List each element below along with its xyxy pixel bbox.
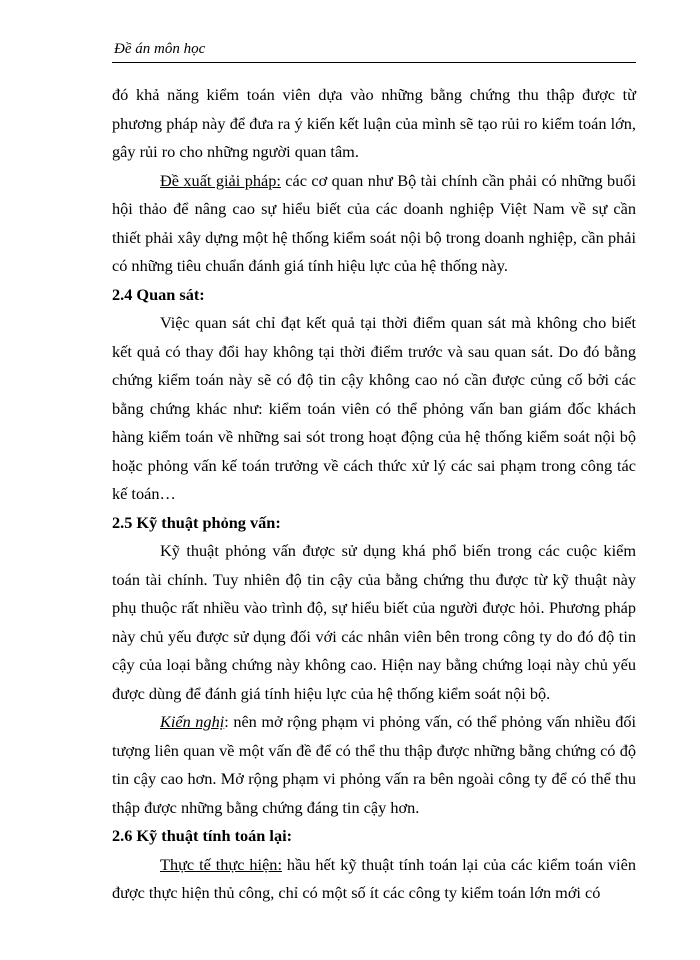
proposal-text: các cơ quan như Bộ tài chính cần phải có những buổi hội thảo để nâng cao sự hiểu biết của các doanh nghiệp Việt Nam về sự cần thiết phải xây dựng một hệ thống kiểm soát nội bộ trong doanh nghiệp, cần phải có những tiêu chuẩn đánh giá tính hiệu lực của hệ thống này. xyxy=(112,170,636,275)
page-header xyxy=(112,40,636,63)
proposal-lead: Đề xuất giải pháp: xyxy=(160,170,281,190)
paragraph-observation: Việc quan sát chỉ đạt kết quả tại thời điểm quan sát mà không cho biết kết quả có thay đổi hay không tại thời điểm trước và sau quan sát. Do đó bằng chứng kiểm toán này sẽ có độ tin cậy không cao nó cần được củng cố bởi các bằng chứng khác như: kiểm toán viên có thể phỏng vấn ban giám đốc khách hàng kiểm toán về những sai sót trong hoạt động của hệ thống kiểm soát nội bộ hoặc phỏng vấn kế toán trưởng về cách thức xử lý các sai phạm trong công tác kế toán… xyxy=(112,313,636,503)
recommendation-lead: Kiến nghị xyxy=(160,712,225,731)
paragraph-recommendation xyxy=(112,708,636,822)
recommendation-text: : nên mở rộng phạm vi phỏng vấn, có thể phỏng vấn nhiều đối tượng liên quan về một vấn đề để có thể thu thập được những bằng chứng có độ tin cậy cao hơn. Mở rộng phạm vi phỏng vấn ra bên ngoài công ty để có thể thu thập được những bằng chứng đáng tin cậy hơn. xyxy=(112,712,637,817)
paragraph-proposal xyxy=(112,167,636,281)
heading-observation: 2.4 Quan sát: xyxy=(112,284,205,304)
paragraph-practice xyxy=(112,851,636,908)
heading-recalculation: 2.6 Kỹ thuật tính toán lại: xyxy=(112,826,293,845)
paragraph-interview: Kỹ thuật phỏng vấn được sử dụng khá phổ biến trong các cuộc kiểm toán tài chính. Tuy nhiên độ tin cậy của bằng chứng thu được từ kỹ thuật này phụ thuộc rất nhiều vào trình độ, sự hiểu biết của người được hỏi. Phương pháp này chủ yếu được sử dụng đối với các nhân viên bên trong công ty do đó độ tin cậy của loại bằng chứng này không cao. Hiện nay bằng chứng loại này chủ yếu được dùng để đánh giá tính hiệu lực của hệ thống kiểm soát nội bộ. xyxy=(112,541,636,703)
practice-lead: Thực tế thực hiện: xyxy=(160,854,282,874)
practice-text: hầu hết kỹ thuật tính toán lại của các kiểm toán viên được thực hiện thủ công, chỉ có một số ít các công ty kiểm toán lớn mới có xyxy=(112,854,636,902)
paragraph-continuation: đó khả năng kiểm toán viên dựa vào những bằng chứng thu thập được từ phương pháp này để đưa ra ý kiến kết luận của mình sẽ tạo rủi ro kiểm toán lớn, gây rủi ro cho những người quan tâm. xyxy=(112,85,636,161)
header-title: Đề án môn học xyxy=(114,41,206,57)
document-body xyxy=(112,81,636,908)
heading-interview: 2.5 Kỹ thuật phỏng vấn: xyxy=(112,512,281,532)
